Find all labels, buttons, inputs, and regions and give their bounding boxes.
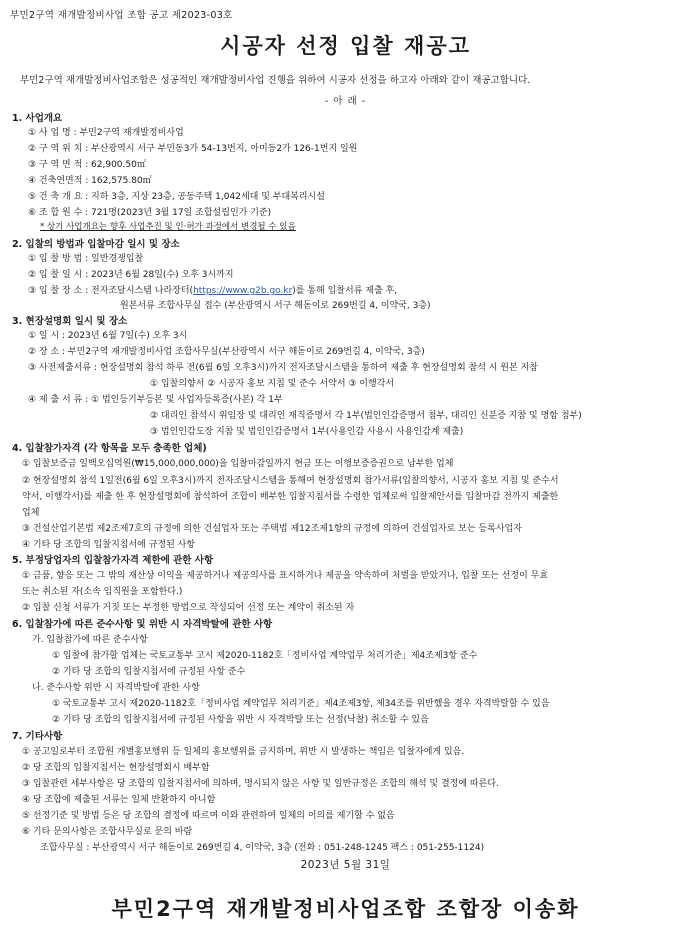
g2b-link[interactable]: https://www.g2b.go.kr bbox=[193, 286, 293, 296]
s4-line-1: ① 입찰보증금 일백오십억원(₩15,000,000,000)을 입찰마감일까지 현금 또는 이행보증증권으로 납부한 업체 bbox=[22, 459, 454, 469]
s6-na: 나. 준수사항 위반 시 자격박탈에 관한 사항 bbox=[32, 683, 200, 693]
s4-line-2-b: 약서, 이행각서)를 제출 한 후 현장설명회에 참석하여 조합이 배부한 입찰지침서를 수령한 업체로써 입찰제안서를 입찰마감 전까지 제출한 bbox=[22, 492, 559, 502]
s1-note: * 상기 사업개요는 향후 사업추진 및 인·허가 과정에서 변경될 수 있음 bbox=[40, 222, 296, 232]
signature: 부민2구역 재개발정비사업조합 조합장 이송화 bbox=[111, 897, 580, 921]
s3-line-3-sub: ① 입찰의향서 ② 시공자 홍보 지침 및 준수 서약서 ③ 이행각서 bbox=[150, 379, 395, 389]
ahrae-divider: - 아 래 - bbox=[324, 96, 367, 107]
s1-line-5: ⑤ 건 축 개 요 : 지하 3층, 지상 23층, 공동주택 1,042세대 및 부대복리시설 bbox=[28, 192, 325, 202]
section-5-title: 5. 부정당업자의 입찰참가자격 제한에 관한 사항 bbox=[12, 555, 214, 566]
s3-line-1: ① 일 시 : 2023년 6월 7일(수) 오후 3시 bbox=[28, 331, 188, 341]
s7-office: 조합사무실 : 부산광역시 서구 해돋이로 269번길 4, 이약국, 3층 (전화 : 051-248-1245 팩스 : 051-255-1124) bbox=[40, 843, 485, 853]
s1-line-6: ⑥ 조 합 원 수 : 721명(2023년 3월 17일 조합설립인가 기준) bbox=[28, 208, 272, 218]
s1-line-1: ① 사 업 명 : 부민2구역 재개발정비사업 bbox=[28, 128, 184, 138]
s2-line-3 bbox=[28, 283, 397, 296]
s2-line-3-cont: 원본서류 조합사무실 접수 (부산광역시 서구 해돋이로 269번길 4, 이약국, 3층) bbox=[120, 301, 431, 311]
s7-line-1: ① 공고일로부터 조합원 개별홍보행위 등 일체의 홍보행위를 금지하며, 위반 시 발생하는 책임은 입찰자에게 있음. bbox=[22, 747, 465, 757]
s7-line-3: ③ 입찰관련 세부사항은 당 조합의 입찰지침서에 의하며, 명시되지 않은 사항 및 일반규정은 조합의 해석 및 결정에 따른다. bbox=[22, 779, 499, 789]
s4-line-3: ③ 건설산업기본법 제2조제7호의 규정에 의한 건설업자 또는 주택법 제12조제1항의 규정에 의하여 건설업자로 보는 등록사업자 bbox=[22, 524, 522, 534]
s6-na-1: ① 국토교통부 고시 제2020-1182호「정비사업 계약업무 처리기준」제4조제3항, 제34조를 위반했을 경우 자격박탈할 수 있음 bbox=[52, 699, 550, 709]
s3-line-3: ③ 사전제출서류 : 현장설명회 참석 하루 전(6월 6일 오후3시)까지 전자조달시스템을 통하여 제출 후 현장설명회 참석 시 원본 지참 bbox=[28, 363, 538, 373]
s7-line-2: ② 당 조합의 입찰지침서는 현장설명회시 배부함 bbox=[22, 763, 210, 773]
s4-line-2-c: 업체 bbox=[22, 508, 40, 518]
s3-line-4-b: ② 대리인 참석시 위임장 및 대리인 재직증명서 각 1부(법인인감증명서 첨부, 대리인 신분증 지참 및 명함 첨부) bbox=[150, 411, 582, 421]
s6-ga-1: ① 입찰에 참가할 업체는 국토교통부 고시 제2020-1182호「정비사업 계약업무 처리기준」제4조제3항 준수 bbox=[52, 651, 478, 661]
section-7-title: 7. 기타사항 bbox=[12, 731, 63, 742]
section-4-title: 4. 입찰참가자격 (각 항목을 모두 충족한 업체) bbox=[12, 443, 207, 454]
s6-ga: 가. 입찰참가에 따른 준수사항 bbox=[32, 635, 148, 645]
s1-line-4: ④ 건축연면적 : 162,575.80㎡ bbox=[28, 176, 152, 186]
s7-line-6: ⑥ 기타 문의사항은 조합사무실로 문의 바람 bbox=[22, 827, 193, 837]
page-title: 시공자 선정 입찰 재공고 bbox=[220, 34, 471, 58]
s5-line-1-b: 또는 취소된 자(소속 임직원을 포함한다.) bbox=[22, 587, 183, 597]
s6-na-2: ② 기타 당 조합의 입찰지침서에 규정된 사항을 위반 시 자격박탈 또는 선정(낙찰) 취소할 수 있음 bbox=[52, 715, 429, 725]
s5-line-2: ② 입찰 신청 서류가 거짓 또는 부정한 방법으로 작성되어 선정 또는 계약이 취소된 자 bbox=[22, 603, 355, 613]
s2-line-2: ② 입 찰 일 시 : 2023년 6월 28일(수) 오후 3시까지 bbox=[28, 270, 234, 280]
s3-line-4: ④ 제 출 서 류 : ① 법인등기부등본 및 사업자등록증(사본) 각 1부 bbox=[28, 395, 283, 405]
s3-line-2: ② 장 소 : 부민2구역 재개발정비사업 조합사무실(부산광역시 서구 해돋이로 269번길 4, 이약국, 3층) bbox=[28, 347, 425, 357]
notice-date: 2023년 5월 31일 bbox=[300, 859, 391, 871]
s1-line-3: ③ 구 역 면 적 : 62,900.50㎡ bbox=[28, 160, 146, 170]
s5-line-1-a: ① 금품, 향응 또는 그 밖의 재산상 이익을 제공하거나 제공의사를 표시하거나 제공을 약속하여 처벌을 받았거나, 입찰 또는 선정이 무효 bbox=[22, 571, 549, 581]
section-6-title: 6. 입찰참가에 따른 준수사항 및 위반 시 자격박탈에 관한 사항 bbox=[12, 619, 273, 630]
s1-line-2: ② 구 역 위 치 : 부산광역시 서구 부민동3가 54-13번지, 아미동2가 126-1번지 일원 bbox=[28, 144, 358, 154]
s4-line-4: ④ 기타 당 조합의 입찰지침서에 규정된 사항 bbox=[22, 540, 196, 550]
section-3-title: 3. 현장설명회 일시 및 장소 bbox=[12, 316, 128, 327]
s6-ga-2: ② 기타 당 조합의 입찰지침서에 규정된 사항 준수 bbox=[52, 667, 246, 677]
section-1-title: 1. 사업개요 bbox=[12, 113, 63, 124]
s2-line-3-a: ③ 입 찰 장 소 : 전자조달시스템 나라장터( bbox=[28, 286, 194, 296]
notice-number: 부민2구역 재개발정비사업 조합 공고 제2023-03호 bbox=[10, 10, 233, 21]
s3-line-4-c: ③ 법인인감도장 지참 및 법인인감증명서 1부(사용인감 사용시 사용인감계 제출) bbox=[150, 427, 464, 437]
s7-line-4: ④ 당 조합에 제출된 서류는 일체 반환하지 아니함 bbox=[22, 795, 216, 805]
s2-line-3-b: )를 통해 입찰서류 제출 후, bbox=[292, 286, 398, 296]
section-2-title: 2. 입찰의 방법과 입찰마감 일시 및 장소 bbox=[12, 239, 180, 250]
s4-line-2-a: ② 현장설명회 참석 1일전(6월 6일 오후3시)까지 전자조달시스템을 통해여 현장설명회 참가서류(입찰의향서, 시공자 홍보 지침 및 준수서 bbox=[22, 476, 559, 486]
s7-line-5: ⑤ 선정기준 및 방법 등은 당 조합의 결정에 따르며 이와 관련하여 일체의 이의를 제기할 수 없음 bbox=[22, 811, 395, 821]
s2-line-1: ① 입 찰 방 법 : 일반경쟁입찰 bbox=[28, 254, 144, 264]
intro-text: 부민2구역 재개발정비사업조합은 성공적인 재개발정비사업 진행을 위하여 시공자 선정을 하고자 아래와 같이 재공고합니다. bbox=[20, 75, 531, 86]
